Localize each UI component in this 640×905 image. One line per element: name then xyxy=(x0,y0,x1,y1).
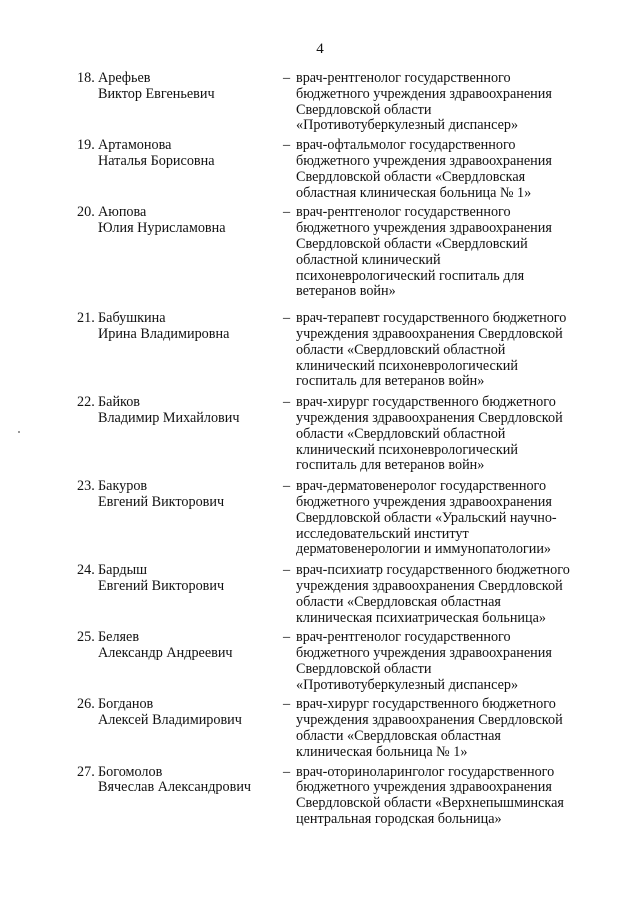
entry-surname: Арефьев xyxy=(98,70,151,86)
entry-dash: – xyxy=(283,137,291,154)
entry-position-line: области «Свердловский областной xyxy=(296,341,506,358)
entry-position xyxy=(283,697,583,760)
entry-position-line: клинический психоневрологический xyxy=(296,357,518,374)
entry-surname: Артамонова xyxy=(98,137,172,154)
entry-position-line: врач-офтальмолог государственного xyxy=(296,137,516,154)
entry-position xyxy=(283,765,583,828)
entry-given-names: Вячеслав Александрович xyxy=(98,779,252,796)
entry-given-names: Юлия Нурисламовна xyxy=(98,220,226,237)
entry-position xyxy=(283,138,583,201)
entry-position-line: врач-хирург государственного бюджетного xyxy=(296,394,556,411)
list-item xyxy=(0,765,640,828)
entry-position-line: Свердловской области xyxy=(296,660,432,677)
entry-dash: – xyxy=(283,763,291,780)
entry-dash: – xyxy=(283,310,291,327)
entry-position xyxy=(283,205,583,300)
list-item xyxy=(0,138,640,201)
entry-position-line: врач-рентгенолог государственного xyxy=(296,70,511,86)
entry-name xyxy=(98,311,278,343)
scan-speck xyxy=(18,431,20,433)
entry-dash: – xyxy=(283,696,291,713)
entry-dash: – xyxy=(283,70,291,86)
entry-position-line: бюджетного учреждения здравоохранения xyxy=(296,220,552,237)
entry-position-line: бюджетного учреждения здравоохранения xyxy=(296,152,552,169)
entry-given-names: Евгений Викторович xyxy=(98,577,225,594)
list-item xyxy=(0,630,640,693)
entry-number: 23. xyxy=(77,478,95,495)
entry-number: 21. xyxy=(77,310,95,327)
entry-given-names: Владимир Михайлович xyxy=(98,409,240,426)
entry-number: 27. xyxy=(77,763,95,780)
appointee-list xyxy=(0,71,640,828)
entry-position-line: Свердловской области xyxy=(296,101,432,118)
entry-position xyxy=(283,311,583,390)
entry-position-line: врач-дерматовенеролог государственного xyxy=(296,478,547,495)
entry-name xyxy=(98,395,278,427)
entry-position-line: области «Свердловская областная xyxy=(296,728,501,745)
entry-position-line: «Противотуберкулезный диспансер» xyxy=(296,117,519,134)
entry-position-line: госпиталь для ветеранов войн» xyxy=(296,373,485,390)
entry-position-line: «Противотуберкулезный диспансер» xyxy=(296,676,519,693)
entry-surname: Беляев xyxy=(98,629,140,646)
entry-surname: Богданов xyxy=(98,696,154,713)
entry-position-line: области «Свердловский областной xyxy=(296,425,506,442)
entry-given-names: Евгений Викторович xyxy=(98,493,225,510)
list-item xyxy=(0,205,640,300)
entry-name xyxy=(98,563,278,595)
entry-position-line: врач-оториноларинголог государственного xyxy=(296,763,555,780)
entry-surname: Байков xyxy=(98,394,141,411)
entry-position-line: клиническая психиатрическая больница» xyxy=(296,609,547,626)
entry-position-line: учреждения здравоохранения Свердловской xyxy=(296,577,563,594)
entry-position xyxy=(283,395,583,474)
entry-position-line: госпиталь для ветеранов войн» xyxy=(296,457,485,474)
entry-surname: Бабушкина xyxy=(98,310,166,327)
entry-position-line: ветеранов войн» xyxy=(296,283,396,300)
list-item xyxy=(0,311,640,390)
entry-position xyxy=(283,630,583,693)
entry-position-line: врач-рентгенолог государственного xyxy=(296,204,511,221)
entry-dash: – xyxy=(283,204,291,221)
list-item xyxy=(0,563,640,626)
entry-name xyxy=(98,765,278,797)
entry-position-line: Свердловской области «Уральский научно- xyxy=(296,509,557,526)
entry-name xyxy=(98,71,278,103)
entry-position-line: учреждения здравоохранения Свердловской xyxy=(296,712,563,729)
list-item xyxy=(0,395,640,474)
entry-name xyxy=(98,138,278,170)
entry-given-names: Ирина Владимировна xyxy=(98,325,230,342)
entry-number: 22. xyxy=(77,394,95,411)
entry-position-line: Свердловской области «Верхнепышминская xyxy=(296,795,564,812)
entry-position-line: Свердловской области «Свердловская xyxy=(296,168,526,185)
entry-surname: Аюпова xyxy=(98,204,147,221)
entry-position-line: областной клинический xyxy=(296,251,441,268)
entry-position-line: дерматовенерологии и иммунопатологии» xyxy=(296,541,552,558)
entry-number: 26. xyxy=(77,696,95,713)
entry-dash: – xyxy=(283,394,291,411)
entry-given-names: Наталья Борисовна xyxy=(98,152,215,169)
entry-position-line: бюджетного учреждения здравоохранения xyxy=(296,85,552,102)
entry-position xyxy=(283,563,583,626)
entry-number: 25. xyxy=(77,629,95,646)
entry-surname: Бардыш xyxy=(98,562,148,579)
entry-position-line: центральная городская больница» xyxy=(296,811,502,828)
entry-dash: – xyxy=(283,478,291,495)
entry-number: 18. xyxy=(77,70,95,86)
entry-position-line: клиническая больница № 1» xyxy=(296,743,468,760)
entry-name xyxy=(98,630,278,662)
entry-position-line: врач-терапевт государственного бюджетного xyxy=(296,310,567,327)
entry-position-line: учреждения здравоохранения Свердловской xyxy=(296,409,563,426)
entry-position-line: Свердловской области «Свердловский xyxy=(296,235,528,252)
entry-position xyxy=(283,479,583,558)
entry-position-line: врач-хирург государственного бюджетного xyxy=(296,696,556,713)
entry-name xyxy=(98,479,278,511)
entry-position-line: врач-рентгенолог государственного xyxy=(296,629,511,646)
entry-position-line: клинический психоневрологический xyxy=(296,441,518,458)
entry-name xyxy=(98,697,278,729)
entry-position-line: учреждения здравоохранения Свердловской xyxy=(296,325,563,342)
list-item xyxy=(0,697,640,760)
entry-position-line: врач-психиатр государственного бюджетного xyxy=(296,562,570,579)
entry-position xyxy=(283,71,583,134)
entry-position-line: исследовательский институт xyxy=(296,525,469,542)
entry-number: 24. xyxy=(77,562,95,579)
entry-dash: – xyxy=(283,629,291,646)
list-item xyxy=(0,479,640,558)
entry-surname: Богомолов xyxy=(98,763,163,780)
entry-position-line: бюджетного учреждения здравоохранения xyxy=(296,645,552,662)
entry-surname: Бакуров xyxy=(98,478,148,495)
entry-given-names: Александр Андреевич xyxy=(98,645,233,662)
entry-dash: – xyxy=(283,562,291,579)
entry-position-line: области «Свердловская областная xyxy=(296,593,501,610)
page-number: 4 xyxy=(316,41,324,57)
entry-position-line: бюджетного учреждения здравоохранения xyxy=(296,493,552,510)
entry-number: 20. xyxy=(77,204,95,221)
entry-number: 19. xyxy=(77,137,95,154)
entry-position-line: областная клиническая больница № 1» xyxy=(296,184,532,201)
entry-given-names: Виктор Евгеньевич xyxy=(98,85,215,102)
entry-position-line: психоневрологический госпиталь для xyxy=(296,267,525,284)
entry-name xyxy=(98,205,278,237)
entry-position-line: бюджетного учреждения здравоохранения xyxy=(296,779,552,796)
entry-given-names: Алексей Владимирович xyxy=(98,712,242,729)
list-item xyxy=(0,71,640,134)
